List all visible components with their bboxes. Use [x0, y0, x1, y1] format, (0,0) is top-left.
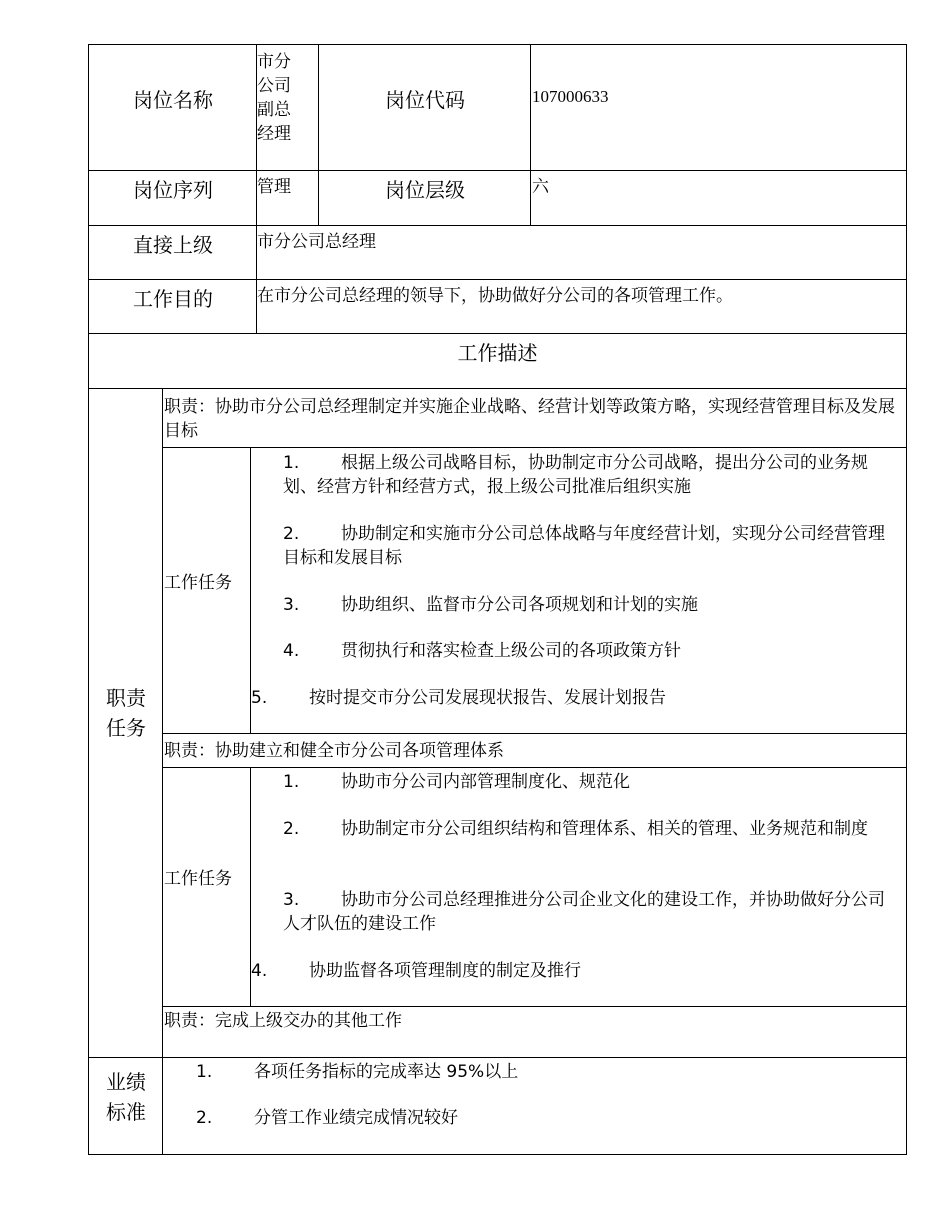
duty-1-task-3 — [283, 593, 888, 617]
task-text: 协助市分公司总经理推进分公司企业文化的建设工作，并协助做好分公司人才队伍的建设工作 — [283, 890, 885, 934]
duty-1-task-label: 工作任务 — [164, 572, 232, 593]
duty-1-text: 职责：协助市分公司总经理制定并实施企业战略、经营计划等政策方略，实现经营管理目标及发展目标 — [164, 397, 895, 441]
row-line — [163, 767, 907, 768]
col-line — [318, 44, 319, 226]
task-number: 2. — [283, 819, 300, 839]
duty-2-task-1 — [283, 770, 888, 794]
performance-number: 2. — [196, 1108, 213, 1128]
duty-3-text: 职责：完成上级交办的其他工作 — [164, 1011, 402, 1031]
duty-1-task-5 — [251, 686, 891, 710]
col-line — [530, 44, 531, 226]
row-line — [88, 333, 907, 334]
row-line — [88, 225, 907, 226]
performance-item-2 — [196, 1106, 886, 1130]
position-level-label: 岗位层级 — [385, 177, 465, 202]
row-line — [88, 170, 907, 171]
duty-1-task-2 — [283, 522, 888, 570]
task-number: 1. — [283, 772, 300, 792]
work-purpose-label: 工作目的 — [133, 286, 213, 311]
direct-superior-value: 市分公司总经理 — [257, 232, 376, 252]
task-number: 2. — [283, 524, 300, 544]
row-line — [88, 279, 907, 280]
task-text: 协助组织、监督市分公司各项规划和计划的实施 — [341, 595, 698, 615]
task-text: 根据上级公司战略目标，协助制定市分公司战略，提出分公司的业务规划、经营方针和经营方式，报上级公司批准后组织实施 — [283, 453, 868, 497]
performance-text: 分管工作业绩完成情况较好 — [254, 1108, 458, 1128]
duty-1-task-4 — [283, 639, 888, 663]
position-level-value: 六 — [532, 177, 549, 197]
row-line — [163, 1006, 907, 1007]
position-name-value: 市分公司副总经理 — [257, 52, 291, 144]
task-text: 贯彻执行和落实检查上级公司的各项政策方针 — [341, 641, 681, 661]
duty-2-text: 职责：协助建立和健全市分公司各项管理体系 — [164, 741, 504, 761]
performance-text: 各项任务指标的完成率达 95%以上 — [254, 1062, 519, 1082]
task-number: 1. — [283, 453, 300, 473]
col-line — [162, 388, 163, 1155]
task-number: 3. — [283, 595, 300, 615]
performance-number: 1. — [196, 1062, 213, 1082]
work-purpose-value: 在市分公司总经理的领导下，协助做好分公司的各项管理工作。 — [257, 286, 733, 306]
position-series-label: 岗位序列 — [133, 177, 213, 202]
duties-side-label: 职责任务 — [106, 686, 146, 740]
task-number: 5. — [251, 688, 268, 708]
task-number: 4. — [283, 641, 300, 661]
task-number: 3. — [283, 890, 300, 910]
row-line — [88, 388, 907, 389]
task-text: 协助制定和实施市分公司总体战略与年度经营计划，实现分公司经营管理目标和发展目标 — [283, 524, 885, 568]
position-code-value: 107000633 — [532, 87, 609, 106]
row-line — [163, 733, 907, 734]
position-name-label: 岗位名称 — [133, 87, 213, 112]
duty-2-task-2 — [283, 817, 888, 841]
performance-label: 业绩标准 — [106, 1070, 146, 1124]
row-line — [163, 447, 907, 448]
performance-item-1 — [196, 1060, 886, 1084]
work-description-title: 工作描述 — [457, 340, 538, 365]
duty-2-task-3 — [283, 888, 888, 936]
task-text: 协助监督各项管理制度的制定及推行 — [309, 961, 581, 981]
position-code-label: 岗位代码 — [385, 87, 465, 112]
duty-2-task-4 — [251, 959, 891, 983]
task-text: 协助市分公司内部管理制度化、规范化 — [341, 772, 630, 792]
direct-superior-label: 直接上级 — [133, 232, 213, 257]
row-line — [88, 1057, 907, 1058]
duty-2-task-label: 工作任务 — [164, 868, 232, 889]
duty-1-task-1 — [283, 451, 888, 499]
task-number: 4. — [251, 961, 268, 981]
task-text: 按时提交市分公司发展现状报告、发展计划报告 — [309, 688, 666, 708]
task-text: 协助制定市分公司组织结构和管理体系、相关的管理、业务规范和制度 — [341, 819, 868, 839]
position-series-value: 管理 — [257, 177, 291, 197]
